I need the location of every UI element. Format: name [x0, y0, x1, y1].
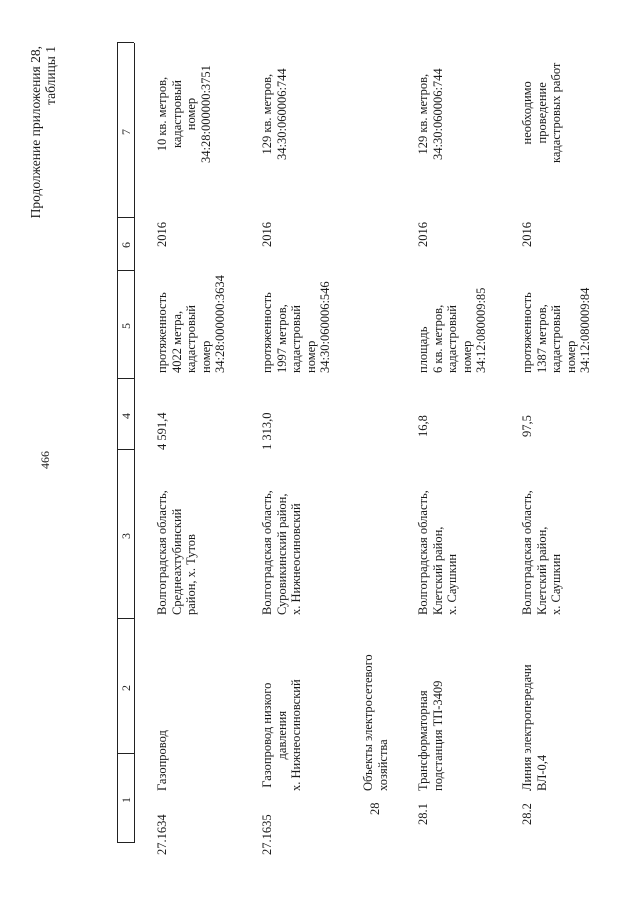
- continuation-note: Продолжение приложения 28, таблицы 1: [28, 46, 58, 219]
- col-divider: [117, 378, 134, 379]
- column-header: 4: [119, 413, 133, 419]
- column-header: 5: [119, 323, 133, 329]
- col-divider: [117, 449, 134, 450]
- object-year: 2016: [260, 222, 274, 247]
- object-location: Волгоградская область, Клетский район, х. Саушкин: [416, 490, 459, 615]
- object-location: Волгоградская область, Суровикинский район, х. Нижнеосиновский: [260, 490, 303, 615]
- column-header: 7: [119, 129, 133, 135]
- object-note: 129 кв. метров, 34:30:060006:744: [416, 68, 445, 160]
- object-characteristics: протяженность 1387 метров, кадастровый номер 34:12:080009:84: [520, 287, 592, 373]
- col-divider: [117, 618, 134, 619]
- object-characteristics: протяженность 4022 метра, кадастровый номер 34:28:000000:3634: [155, 275, 227, 373]
- column-header: 6: [119, 242, 133, 248]
- row-number: 28.1: [416, 803, 430, 825]
- row-number: 27.1634: [155, 814, 169, 855]
- object-name: Трансформаторная подстанция ТП-3409: [416, 680, 445, 791]
- col-divider: [117, 842, 134, 843]
- object-year: 2016: [416, 222, 430, 247]
- col-divider: [117, 270, 134, 271]
- object-year: 2016: [155, 222, 169, 247]
- object-note: 10 кв. метров, кадастровый номер 34:28:000000:3751: [155, 65, 213, 163]
- object-value: 97,5: [520, 415, 534, 437]
- row-number: 28.2: [520, 803, 534, 825]
- object-value: 1 313,0: [260, 412, 274, 450]
- object-value: 16,8: [416, 415, 430, 437]
- column-header: 3: [119, 533, 133, 539]
- page-number: 466: [38, 451, 52, 469]
- table-header-rule: [134, 43, 135, 843]
- object-location: Волгоградская область, Клетский район, х. Саушкин: [520, 490, 563, 615]
- col-divider: [117, 217, 134, 218]
- object-name: Газопровод низкого давления х. Нижнеосиновский: [260, 679, 303, 791]
- column-header: 1: [119, 797, 133, 803]
- section-title: Объекты электросетевого хозяйства: [361, 654, 390, 791]
- object-value: 4 591,4: [155, 412, 169, 450]
- object-name: Газопровод: [155, 730, 169, 791]
- column-header: 2: [119, 685, 133, 691]
- col-divider: [117, 42, 134, 43]
- object-year: 2016: [520, 222, 534, 247]
- table-top-rule: [117, 43, 118, 843]
- object-location: Волгоградская область, Среднеахтубинский район, х. Тутов: [155, 490, 198, 615]
- object-note: 129 кв. метров, 34:30:060006:744: [260, 68, 289, 160]
- row-number: 27.1635: [260, 814, 274, 855]
- object-characteristics: площадь 6 кв. метров, кадастровый номер 34:12:080009:85: [416, 287, 488, 373]
- col-divider: [117, 753, 134, 754]
- object-characteristics: протяженность 1997 метров, кадастровый номер 34:30:060006:546: [260, 281, 332, 373]
- object-name: Линия электропередачи ВЛ-0,4: [520, 664, 549, 791]
- row-number: 28: [368, 802, 382, 815]
- object-note: необходимо проведение кадастровых работ: [520, 62, 563, 163]
